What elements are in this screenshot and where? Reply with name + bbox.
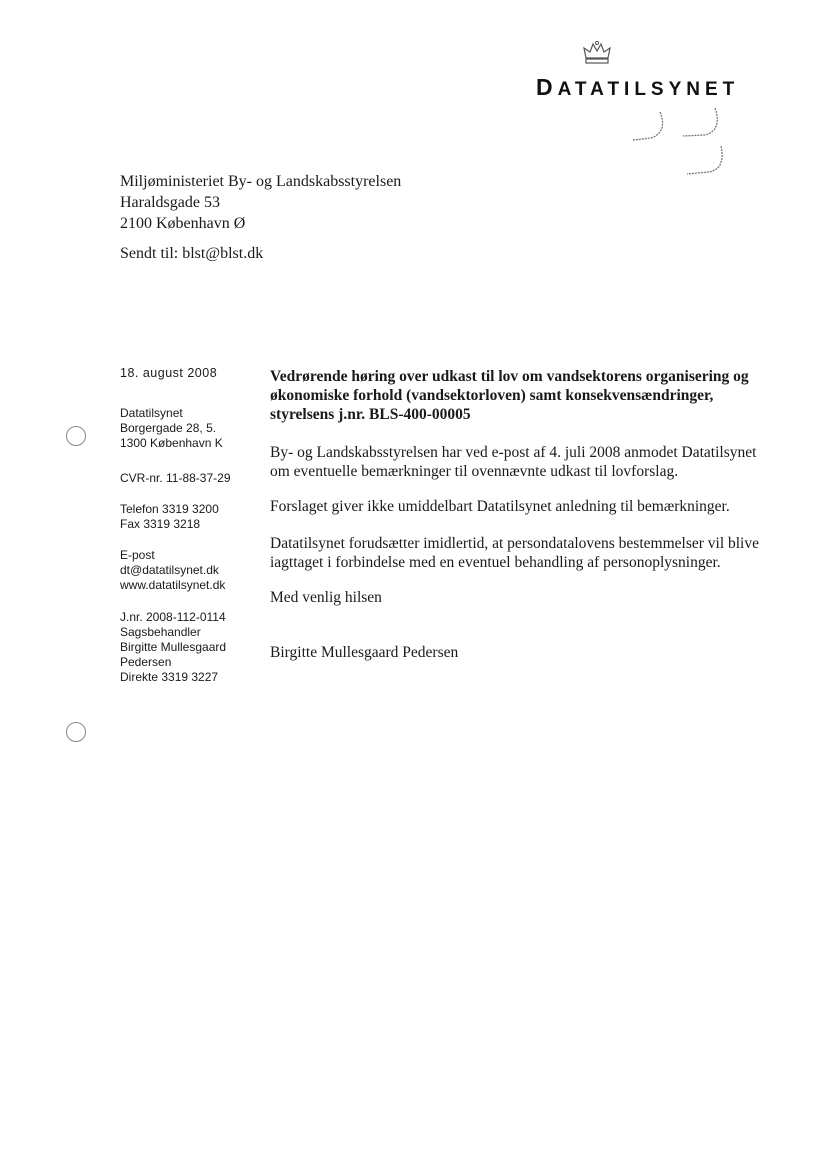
logo-datatilsynet: DATATILSYNET	[536, 74, 740, 100]
paragraph-2: Forslaget giver ikke umiddelbart Datatilsynet anledning til bemærkninger.	[270, 498, 730, 515]
recipient-address	[120, 171, 401, 234]
paragraph-3: Datatilsynet forudsætter imidlertid, at persondatalovens bestemmelser vil blive iagttaget i forbindelse med en eventuel behandling af personoplysninger.	[270, 535, 759, 571]
stamp-icon	[625, 104, 735, 184]
letter-subject: Vedrørende høring over udkast til lov om vandsektorens organisering og økonomiske forhold (vandsektorloven) samt konsekvensændringer, styrelsens j.nr. BLS-400-00005	[270, 368, 749, 423]
closing: Med venlig hilsen	[270, 589, 382, 606]
sent-to: Sendt til: blst@blst.dk	[120, 245, 264, 262]
phone-block: Telefon 3319 3200 Fax 3319 3218	[120, 502, 219, 531]
email-link[interactable]: dt@datatilsynet.dk	[120, 563, 219, 577]
punch-hole	[66, 722, 86, 742]
reference-block: J.nr. 2008-112-0114 Sagsbehandler Birgitte Mullesgaard Pedersen Direkte 3319 3227	[120, 610, 227, 684]
punch-hole	[66, 426, 86, 446]
paragraph-1: By- og Landskabsstyrelsen har ved e-post af 4. juli 2008 anmodet Datatilsynet om eventuelle bemærkninger til ovennævnte udkast til lovforslag.	[270, 444, 757, 480]
letter-date: 18. august 2008	[120, 366, 218, 380]
recipient-line-3: 2100 København Ø	[120, 215, 246, 232]
recipient-line-1: Miljøministeriet By- og Landskabsstyrelsen	[120, 173, 402, 190]
recipient-line-2: Haraldsgade 53	[120, 194, 220, 211]
cvr-number: CVR-nr. 11-88-37-29	[120, 471, 231, 485]
contact-block: E-post dt@datatilsynet.dk www.datatilsynet.dk	[120, 548, 226, 592]
signature: Birgitte Mullesgaard Pedersen	[270, 644, 459, 661]
crown-icon	[582, 40, 612, 66]
sender-address: Datatilsynet Borgergade 28, 5. 1300 København K	[120, 406, 223, 450]
website-link[interactable]: www.datatilsynet.dk	[120, 578, 226, 592]
